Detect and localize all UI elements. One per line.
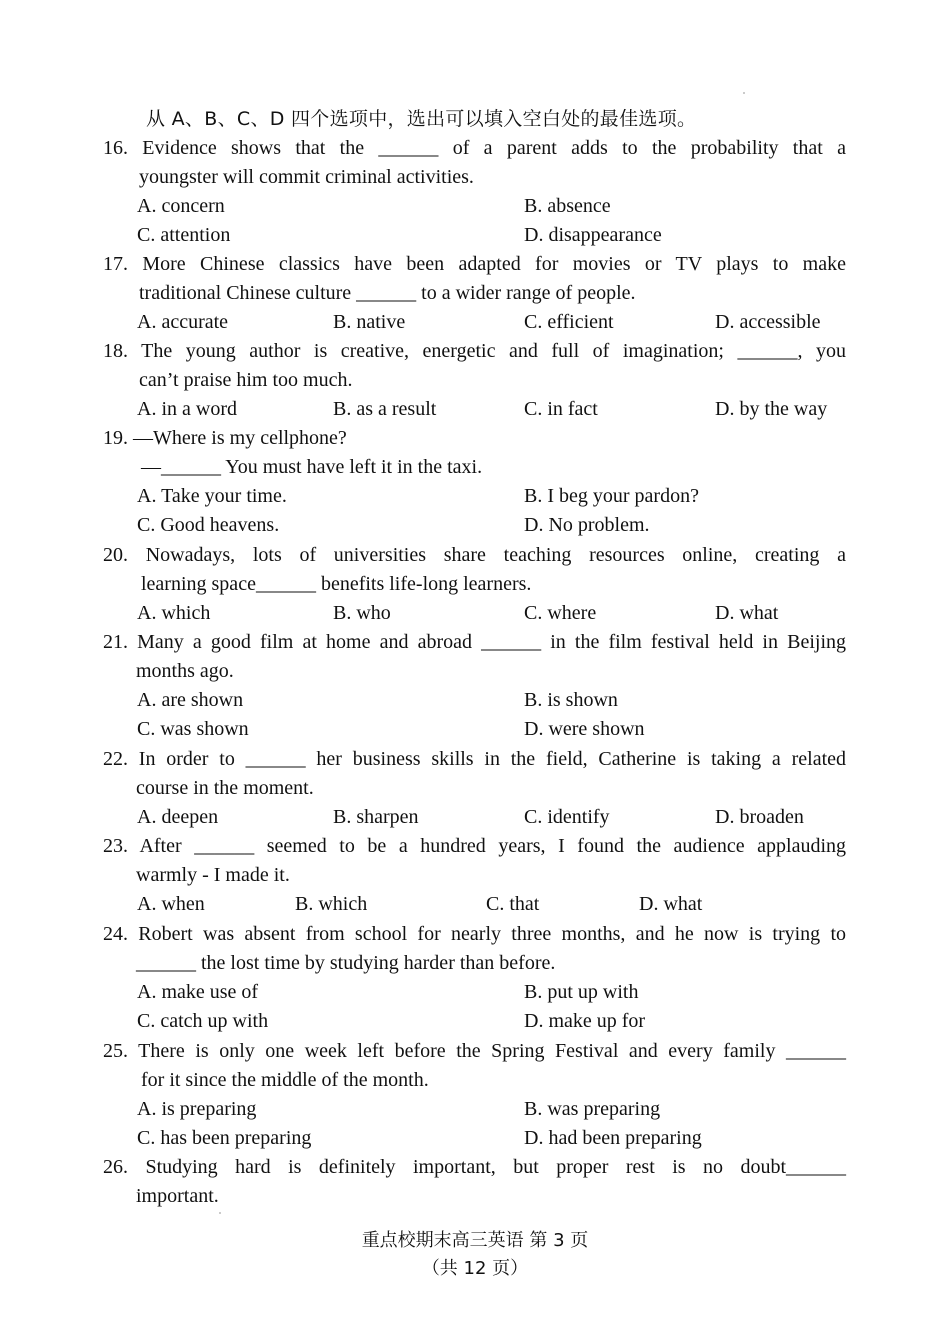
- option-d[interactable]: D. had been preparing: [524, 1127, 702, 1149]
- options-row: [103, 192, 846, 221]
- question-stem-continued: traditional Chinese culture ______ to a wider range of people.: [139, 282, 636, 304]
- question-stem-continued: for it since the middle of the month.: [141, 1069, 429, 1091]
- footer-page-number: 重点校期末高三英语 第 3 页: [361, 1230, 589, 1251]
- options-row: [103, 1095, 846, 1124]
- question-stem-continued: ______ the lost time by studying harder than before.: [136, 952, 556, 974]
- scan-speck: [743, 92, 745, 94]
- option-a[interactable]: A. concern: [137, 195, 225, 217]
- option-d[interactable]: D. by the way: [715, 398, 828, 420]
- options-row: [103, 978, 846, 1007]
- question-stem-continued: youngster will commit criminal activities.: [139, 166, 474, 188]
- options-row: [103, 1007, 846, 1036]
- option-b[interactable]: B. native: [333, 311, 406, 333]
- question-21: [103, 628, 846, 744]
- options-row: [103, 511, 846, 540]
- question-stem-continued: warmly - I made it.: [136, 864, 290, 886]
- question-18: [103, 337, 846, 424]
- question-stem: 23. After ______ seemed to be a hundred years, I found the audience applauding: [103, 835, 846, 857]
- question-22: [103, 745, 846, 832]
- option-c[interactable]: C. that: [486, 893, 540, 915]
- options-row: [103, 1124, 846, 1153]
- option-c[interactable]: C. attention: [137, 224, 231, 246]
- question-17: [103, 250, 846, 337]
- option-b[interactable]: B. who: [333, 602, 391, 624]
- option-c[interactable]: C. Good heavens.: [137, 514, 280, 536]
- question-stem-continued: —______ You must have left it in the taxi.: [141, 456, 483, 478]
- question-25: [103, 1037, 846, 1153]
- option-a[interactable]: A. make use of: [137, 981, 259, 1003]
- option-c[interactable]: C. catch up with: [137, 1010, 269, 1032]
- options-row: [103, 221, 846, 250]
- option-b[interactable]: B. is shown: [524, 689, 618, 711]
- option-d[interactable]: D. were shown: [524, 718, 645, 740]
- option-d[interactable]: D. No problem.: [524, 514, 650, 536]
- option-c[interactable]: C. in fact: [524, 398, 598, 420]
- question-19: [103, 424, 846, 540]
- option-d[interactable]: D. what: [715, 602, 779, 624]
- options-row: [103, 715, 846, 744]
- question-stem: 21. Many a good film at home and abroad ______ in the film festival held in Beijing: [103, 631, 846, 653]
- option-c[interactable]: C. where: [524, 602, 597, 624]
- options-row: [103, 482, 846, 511]
- option-b[interactable]: B. was preparing: [524, 1098, 661, 1120]
- scan-speck: [219, 1212, 221, 1214]
- option-c[interactable]: C. efficient: [524, 311, 614, 333]
- question-stem-continued: learning space______ benefits life-long learners.: [141, 573, 532, 595]
- option-d[interactable]: D. accessible: [715, 311, 821, 333]
- option-d[interactable]: D. what: [639, 893, 703, 915]
- question-stem-continued: can’t praise him too much.: [139, 369, 353, 391]
- question-24: [103, 920, 846, 1036]
- options-row: [103, 803, 846, 832]
- option-a[interactable]: A. accurate: [137, 311, 229, 333]
- options-row: [103, 890, 846, 919]
- option-a[interactable]: A. when: [137, 893, 205, 915]
- question-stem-continued: months ago.: [136, 660, 234, 682]
- footer-total-pages: （共 12 页）: [421, 1258, 529, 1279]
- question-stem-continued: course in the moment.: [136, 777, 314, 799]
- option-b[interactable]: B. I beg your pardon?: [524, 485, 699, 507]
- option-a[interactable]: A. is preparing: [137, 1098, 257, 1120]
- question-stem: 26. Studying hard is definitely important, but proper rest is no doubt______: [103, 1156, 846, 1178]
- question-stem-continued: important.: [136, 1185, 219, 1207]
- question-16: [103, 134, 846, 250]
- question-stem: 24. Robert was absent from school for nearly three months, and he now is trying to: [103, 923, 846, 945]
- options-row: [103, 395, 846, 424]
- section-instruction: 从 A、B、C、D 四个选项中，选出可以填入空白处的最佳选项。: [146, 108, 697, 130]
- option-c[interactable]: C. has been preparing: [137, 1127, 312, 1149]
- option-a[interactable]: A. are shown: [137, 689, 244, 711]
- question-stem: 25. There is only one week left before the Spring Festival and every family ______: [103, 1040, 846, 1062]
- question-stem: 18. The young author is creative, energetic and full of imagination; ______, you: [103, 340, 846, 362]
- option-a[interactable]: A. Take your time.: [137, 485, 287, 507]
- option-d[interactable]: D. disappearance: [524, 224, 662, 246]
- option-a[interactable]: A. deepen: [137, 806, 219, 828]
- options-row: [103, 686, 846, 715]
- question-23: [103, 832, 846, 919]
- page-footer: [0, 1226, 950, 1280]
- option-d[interactable]: D. broaden: [715, 806, 804, 828]
- option-d[interactable]: D. make up for: [524, 1010, 646, 1032]
- question-stem: 20. Nowadays, lots of universities share teaching resources online, creating a: [103, 544, 846, 566]
- option-b[interactable]: B. which: [295, 893, 368, 915]
- question-stem: 17. More Chinese classics have been adapted for movies or TV plays to make: [103, 253, 846, 275]
- question-stem: 22. In order to ______ her business skills in the field, Catherine is taking a related: [103, 748, 846, 770]
- option-a[interactable]: A. which: [137, 602, 211, 624]
- question-26: [103, 1153, 846, 1211]
- question-20: [103, 541, 846, 628]
- question-stem: 19. —Where is my cellphone?: [103, 427, 347, 449]
- option-b[interactable]: B. as a result: [333, 398, 437, 420]
- option-b[interactable]: B. put up with: [524, 981, 639, 1003]
- option-b[interactable]: B. sharpen: [333, 806, 419, 828]
- option-c[interactable]: C. identify: [524, 806, 610, 828]
- options-row: [103, 599, 846, 628]
- question-stem: 16. Evidence shows that the ______ of a parent adds to the probability that a: [103, 137, 846, 159]
- option-c[interactable]: C. was shown: [137, 718, 249, 740]
- options-row: [103, 308, 846, 337]
- option-b[interactable]: B. absence: [524, 195, 611, 217]
- option-a[interactable]: A. in a word: [137, 398, 237, 420]
